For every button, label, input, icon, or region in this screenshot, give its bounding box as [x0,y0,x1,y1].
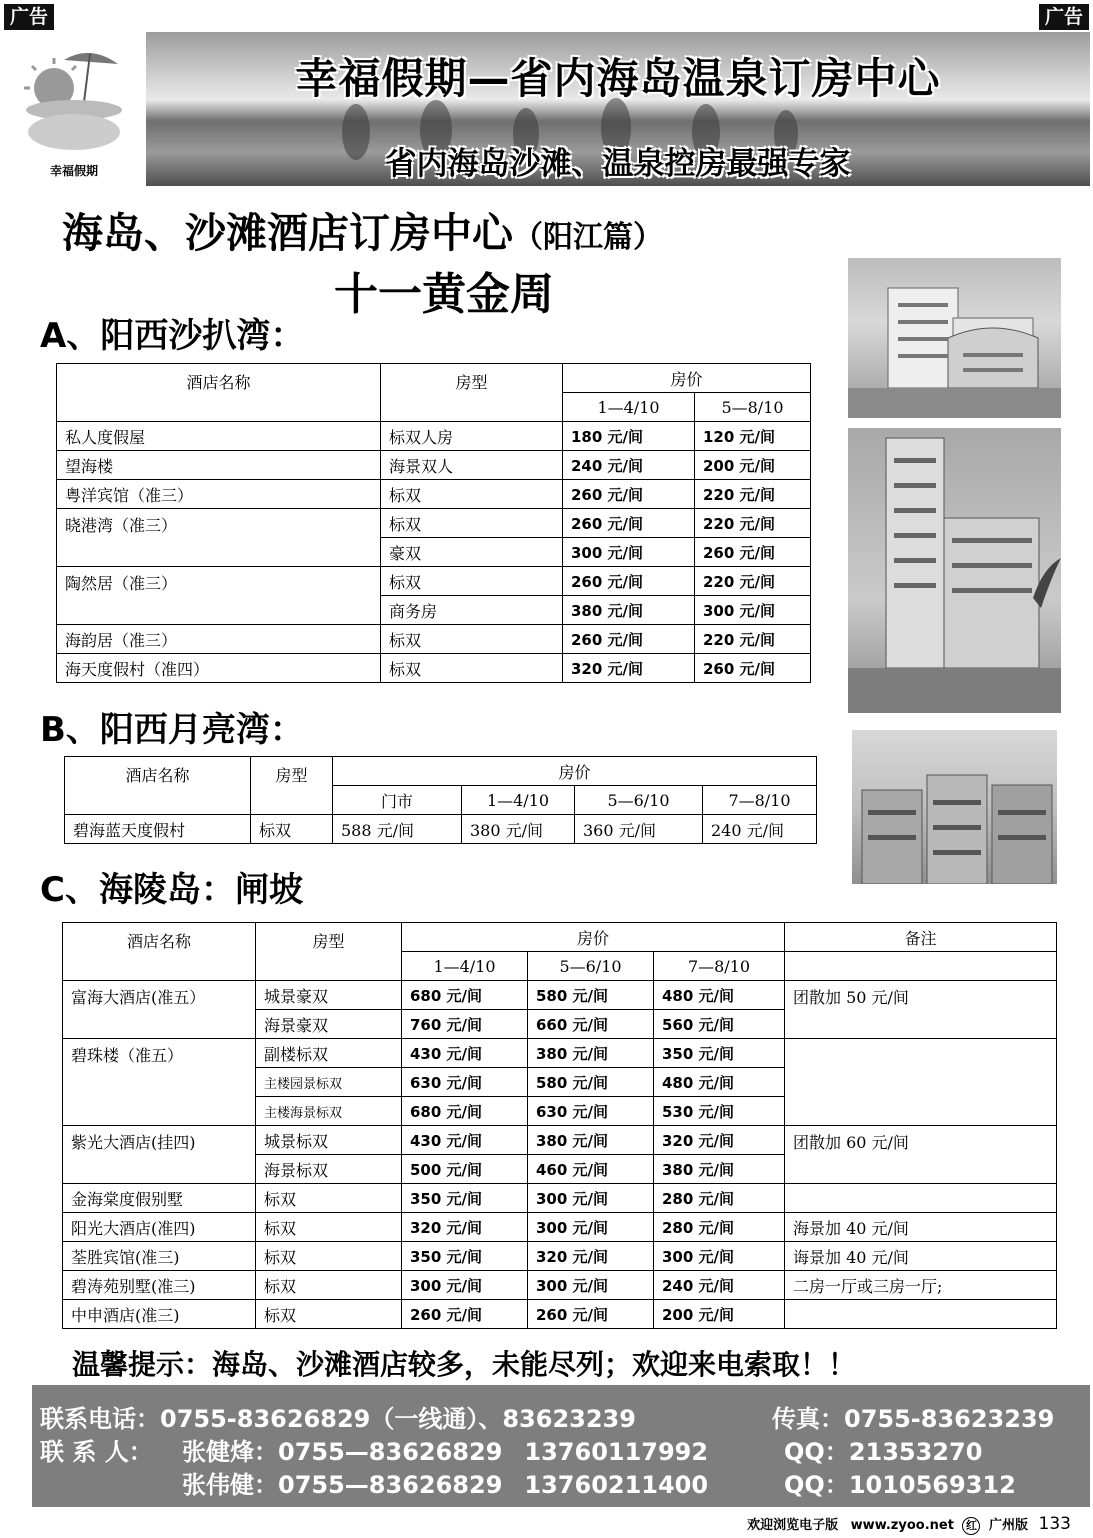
room-type: 海景豪双 [256,1010,402,1039]
price: 300 元/间 [528,1184,654,1213]
hotel-name: 晓港湾（准三） [57,509,381,567]
contact-name: 张健烽： [182,1438,278,1466]
header-price: 房价 [563,364,811,393]
header-name: 酒店名称 [65,757,251,815]
contact-phone: 0755—83626829 [278,1438,503,1466]
page-footer [747,1514,1071,1535]
ad-tag-right: 广告 [1039,4,1089,30]
price: 280 元/间 [654,1184,785,1213]
contact-name: 张伟健： [182,1471,278,1499]
hotel-name: 陶然居（准三） [57,567,381,625]
contact-phone: 0755—83626829 [278,1471,503,1499]
table-row [63,1184,1057,1213]
price: 240 元/间 [654,1271,785,1300]
hotel-name: 碧珠楼（准五） [63,1039,256,1126]
table-row [65,815,817,844]
header-price: 房价 [402,923,785,952]
sun-umbrella-logo-icon [20,40,128,160]
price: 300 元/间 [528,1271,654,1300]
table-row [57,567,811,596]
hotel-name: 海韵居（准三） [57,625,381,654]
room-type: 副楼标双 [256,1039,402,1068]
hotel-photo-2 [848,428,1061,713]
hotel-building-2-image [848,428,1061,713]
price: 588 元/间 [333,815,462,844]
room-type: 标双 [256,1300,402,1329]
header-period-3: 7—8/10 [703,786,817,815]
room-type: 海景标双 [256,1155,402,1184]
table-row [57,422,811,451]
hotel-photo-3 [852,730,1057,884]
price: 220 元/间 [695,509,811,538]
table-row [57,451,811,480]
room-type: 标双 [251,815,333,844]
page-title [62,200,663,259]
room-type: 主楼园景标双 [256,1068,402,1097]
phone-label: 联系电话： [40,1405,160,1433]
contact-mobile: 13760211400 [524,1471,709,1499]
page-title-paren: （阳江篇） [513,220,663,255]
room-type: 标双 [381,509,563,538]
contact-mobile: 13760117992 [524,1438,709,1466]
price: 300 元/间 [402,1271,528,1300]
price: 350 元/间 [402,1242,528,1271]
table-row [57,480,811,509]
browse-text: 欢迎浏览电子版 [747,1518,839,1533]
note [785,1300,1057,1329]
header-room: 房型 [251,757,333,815]
price: 580 元/间 [528,981,654,1010]
price: 220 元/间 [695,480,811,509]
note: 团散加 60 元/间 [785,1126,1057,1184]
price: 380 元/间 [528,1126,654,1155]
room-type: 商务房 [381,596,563,625]
price: 480 元/间 [654,981,785,1010]
price: 260 元/间 [563,509,695,538]
hotel-name: 富海大酒店(准五） [63,981,256,1039]
header-period-3: 7—8/10 [654,952,785,981]
price: 260 元/间 [402,1300,528,1329]
table-row [63,1242,1057,1271]
room-type: 城景标双 [256,1126,402,1155]
header-period-2: 5—8/10 [695,393,811,422]
price: 350 元/间 [402,1184,528,1213]
price: 380 元/间 [563,596,695,625]
note [785,1039,1057,1126]
table-row [63,1271,1057,1300]
phone-number: 0755-83626829（一线通）、83623239 [160,1405,636,1433]
price: 360 元/间 [575,815,703,844]
hotel-name: 阳光大酒店(准四) [63,1213,256,1242]
price: 200 元/间 [654,1300,785,1329]
price: 530 元/间 [654,1097,785,1126]
fax-label: 传真： [772,1405,844,1433]
header-period-1: 1—4/10 [563,393,695,422]
price: 430 元/间 [402,1039,528,1068]
price: 630 元/间 [528,1097,654,1126]
note [785,1184,1057,1213]
note: 团散加 50 元/间 [785,981,1057,1039]
room-type: 标双 [381,625,563,654]
header-room: 房型 [381,364,563,422]
price: 180 元/间 [563,422,695,451]
header-note: 备注 [785,923,1057,952]
room-type: 海景双人 [381,451,563,480]
room-type: 标双 [256,1271,402,1300]
edition-label: 广州版 [989,1518,1029,1533]
hotel-photo-1 [848,258,1061,418]
price: 480 元/间 [654,1068,785,1097]
price: 760 元/间 [402,1010,528,1039]
qq-number: 1010569312 [848,1471,1016,1499]
hotel-name: 粤洋宾馆（准三） [57,480,381,509]
room-type: 标双 [256,1184,402,1213]
price: 560 元/间 [654,1010,785,1039]
price: 660 元/间 [528,1010,654,1039]
price: 680 元/间 [402,1097,528,1126]
room-type: 主楼海景标双 [256,1097,402,1126]
page-subtitle: 十一黄金周 [334,269,554,320]
hotel-building-1-image [848,258,1061,418]
table-row [63,1126,1057,1155]
header-period-1: 1—4/10 [462,786,575,815]
price: 260 元/间 [695,654,811,683]
hotel-name: 望海楼 [57,451,381,480]
website-link[interactable]: www.zyoo.net [850,1518,954,1533]
price: 260 元/间 [695,538,811,567]
table-row [57,625,811,654]
price: 460 元/间 [528,1155,654,1184]
note: 二房一厅或三房一厅; [785,1271,1057,1300]
price: 260 元/间 [563,567,695,596]
header-period-2: 5—6/10 [528,952,654,981]
qq-label: QQ： [784,1471,849,1499]
price: 430 元/间 [402,1126,528,1155]
price: 630 元/间 [402,1068,528,1097]
price: 380 元/间 [654,1155,785,1184]
room-type: 标双人房 [381,422,563,451]
table-row [63,981,1057,1010]
header-name: 酒店名称 [63,923,256,981]
room-type: 标双 [256,1242,402,1271]
header-period-1: 1—4/10 [402,952,528,981]
table-row [63,1300,1057,1329]
price: 300 元/间 [654,1242,785,1271]
price: 220 元/间 [695,625,811,654]
header-period-2: 5—6/10 [575,786,703,815]
price: 120 元/间 [695,422,811,451]
banner-subtitle: 省内海岛沙滩、温泉控房最强专家 [385,146,851,182]
section-a-table [56,363,811,683]
room-type: 豪双 [381,538,563,567]
price: 260 元/间 [563,625,695,654]
price: 260 元/间 [563,480,695,509]
banner-title: 幸福假期—省内海岛温泉订房中心 [295,54,941,103]
price: 300 元/间 [695,596,811,625]
price: 680 元/间 [402,981,528,1010]
price: 240 元/间 [563,451,695,480]
room-type: 标双 [381,654,563,683]
hotel-name: 海天度假村（准四） [57,654,381,683]
header-name: 酒店名称 [57,364,381,422]
hotel-name: 私人度假屋 [57,422,381,451]
price: 200 元/间 [695,451,811,480]
table-row [57,509,811,538]
table-row [63,1213,1057,1242]
price: 280 元/间 [654,1213,785,1242]
section-b-table [64,756,817,844]
room-type: 标双 [381,567,563,596]
contact-row [182,1465,708,1500]
ad-tag-left: 广告 [4,4,54,30]
price: 320 元/间 [528,1242,654,1271]
header-price: 房价 [333,757,817,786]
note: 诲景加 40 元/间 [785,1242,1057,1271]
price: 500 元/间 [402,1155,528,1184]
room-type: 标双 [381,480,563,509]
hotel-name: 碧涛苑别墅(准三) [63,1271,256,1300]
page-title-main: 海岛、沙滩酒店订房中心 [62,209,513,257]
price: 260 元/间 [528,1300,654,1329]
fax-line [772,1399,1054,1434]
hotel-name: 紫光大酒店(挂四) [63,1126,256,1184]
hotel-name: 中申酒店(准三) [63,1300,256,1329]
contact-footer [32,1385,1090,1507]
villa-building-image [852,730,1057,884]
price: 380 元/间 [462,815,575,844]
circle-mark-icon: 红 [962,1517,980,1535]
contact-row [182,1432,708,1467]
section-c-title: C、海陵岛：闸坡 [40,870,303,910]
price: 320 元/间 [563,654,695,683]
hotel-name: 金海棠度假别墅 [63,1184,256,1213]
header-banner [146,32,1090,186]
price: 220 元/间 [695,567,811,596]
brand-logo [20,40,128,180]
price: 320 元/间 [654,1126,785,1155]
room-type: 标双 [256,1213,402,1242]
contact-label: 联 系 人： [40,1438,153,1466]
room-type: 城景豪双 [256,981,402,1010]
header-retail: 门市 [333,786,462,815]
contact-qq [784,1432,982,1467]
price: 300 元/间 [528,1213,654,1242]
note-blank [785,952,1057,981]
hotel-name: 荃胜宾馆(准三) [63,1242,256,1271]
qq-number: 21353270 [848,1438,983,1466]
price: 350 元/间 [654,1039,785,1068]
warm-tip: 温馨提示：海岛、沙滩酒店较多，未能尽列；欢迎来电索取！！ [72,1348,857,1381]
section-b-title: B、阳西月亮湾： [40,710,304,750]
fax-number: 0755-83623239 [844,1405,1055,1433]
section-a-title: A、阳西沙扒湾： [40,316,305,356]
contact-qq [784,1465,1016,1500]
phone-line [40,1399,636,1434]
price: 380 元/间 [528,1039,654,1068]
section-c-table [62,922,1057,1329]
logo-text: 幸福假期 [49,164,98,178]
page-number: 133 [1038,1514,1071,1534]
header-room: 房型 [256,923,402,981]
price: 240 元/间 [703,815,817,844]
price: 580 元/间 [528,1068,654,1097]
table-row [63,1039,1057,1068]
qq-label: QQ： [784,1438,849,1466]
table-row [57,654,811,683]
note: 海景加 40 元/间 [785,1213,1057,1242]
hotel-name: 碧海蓝天度假村 [65,815,251,844]
price: 300 元/间 [563,538,695,567]
price: 320 元/间 [402,1213,528,1242]
